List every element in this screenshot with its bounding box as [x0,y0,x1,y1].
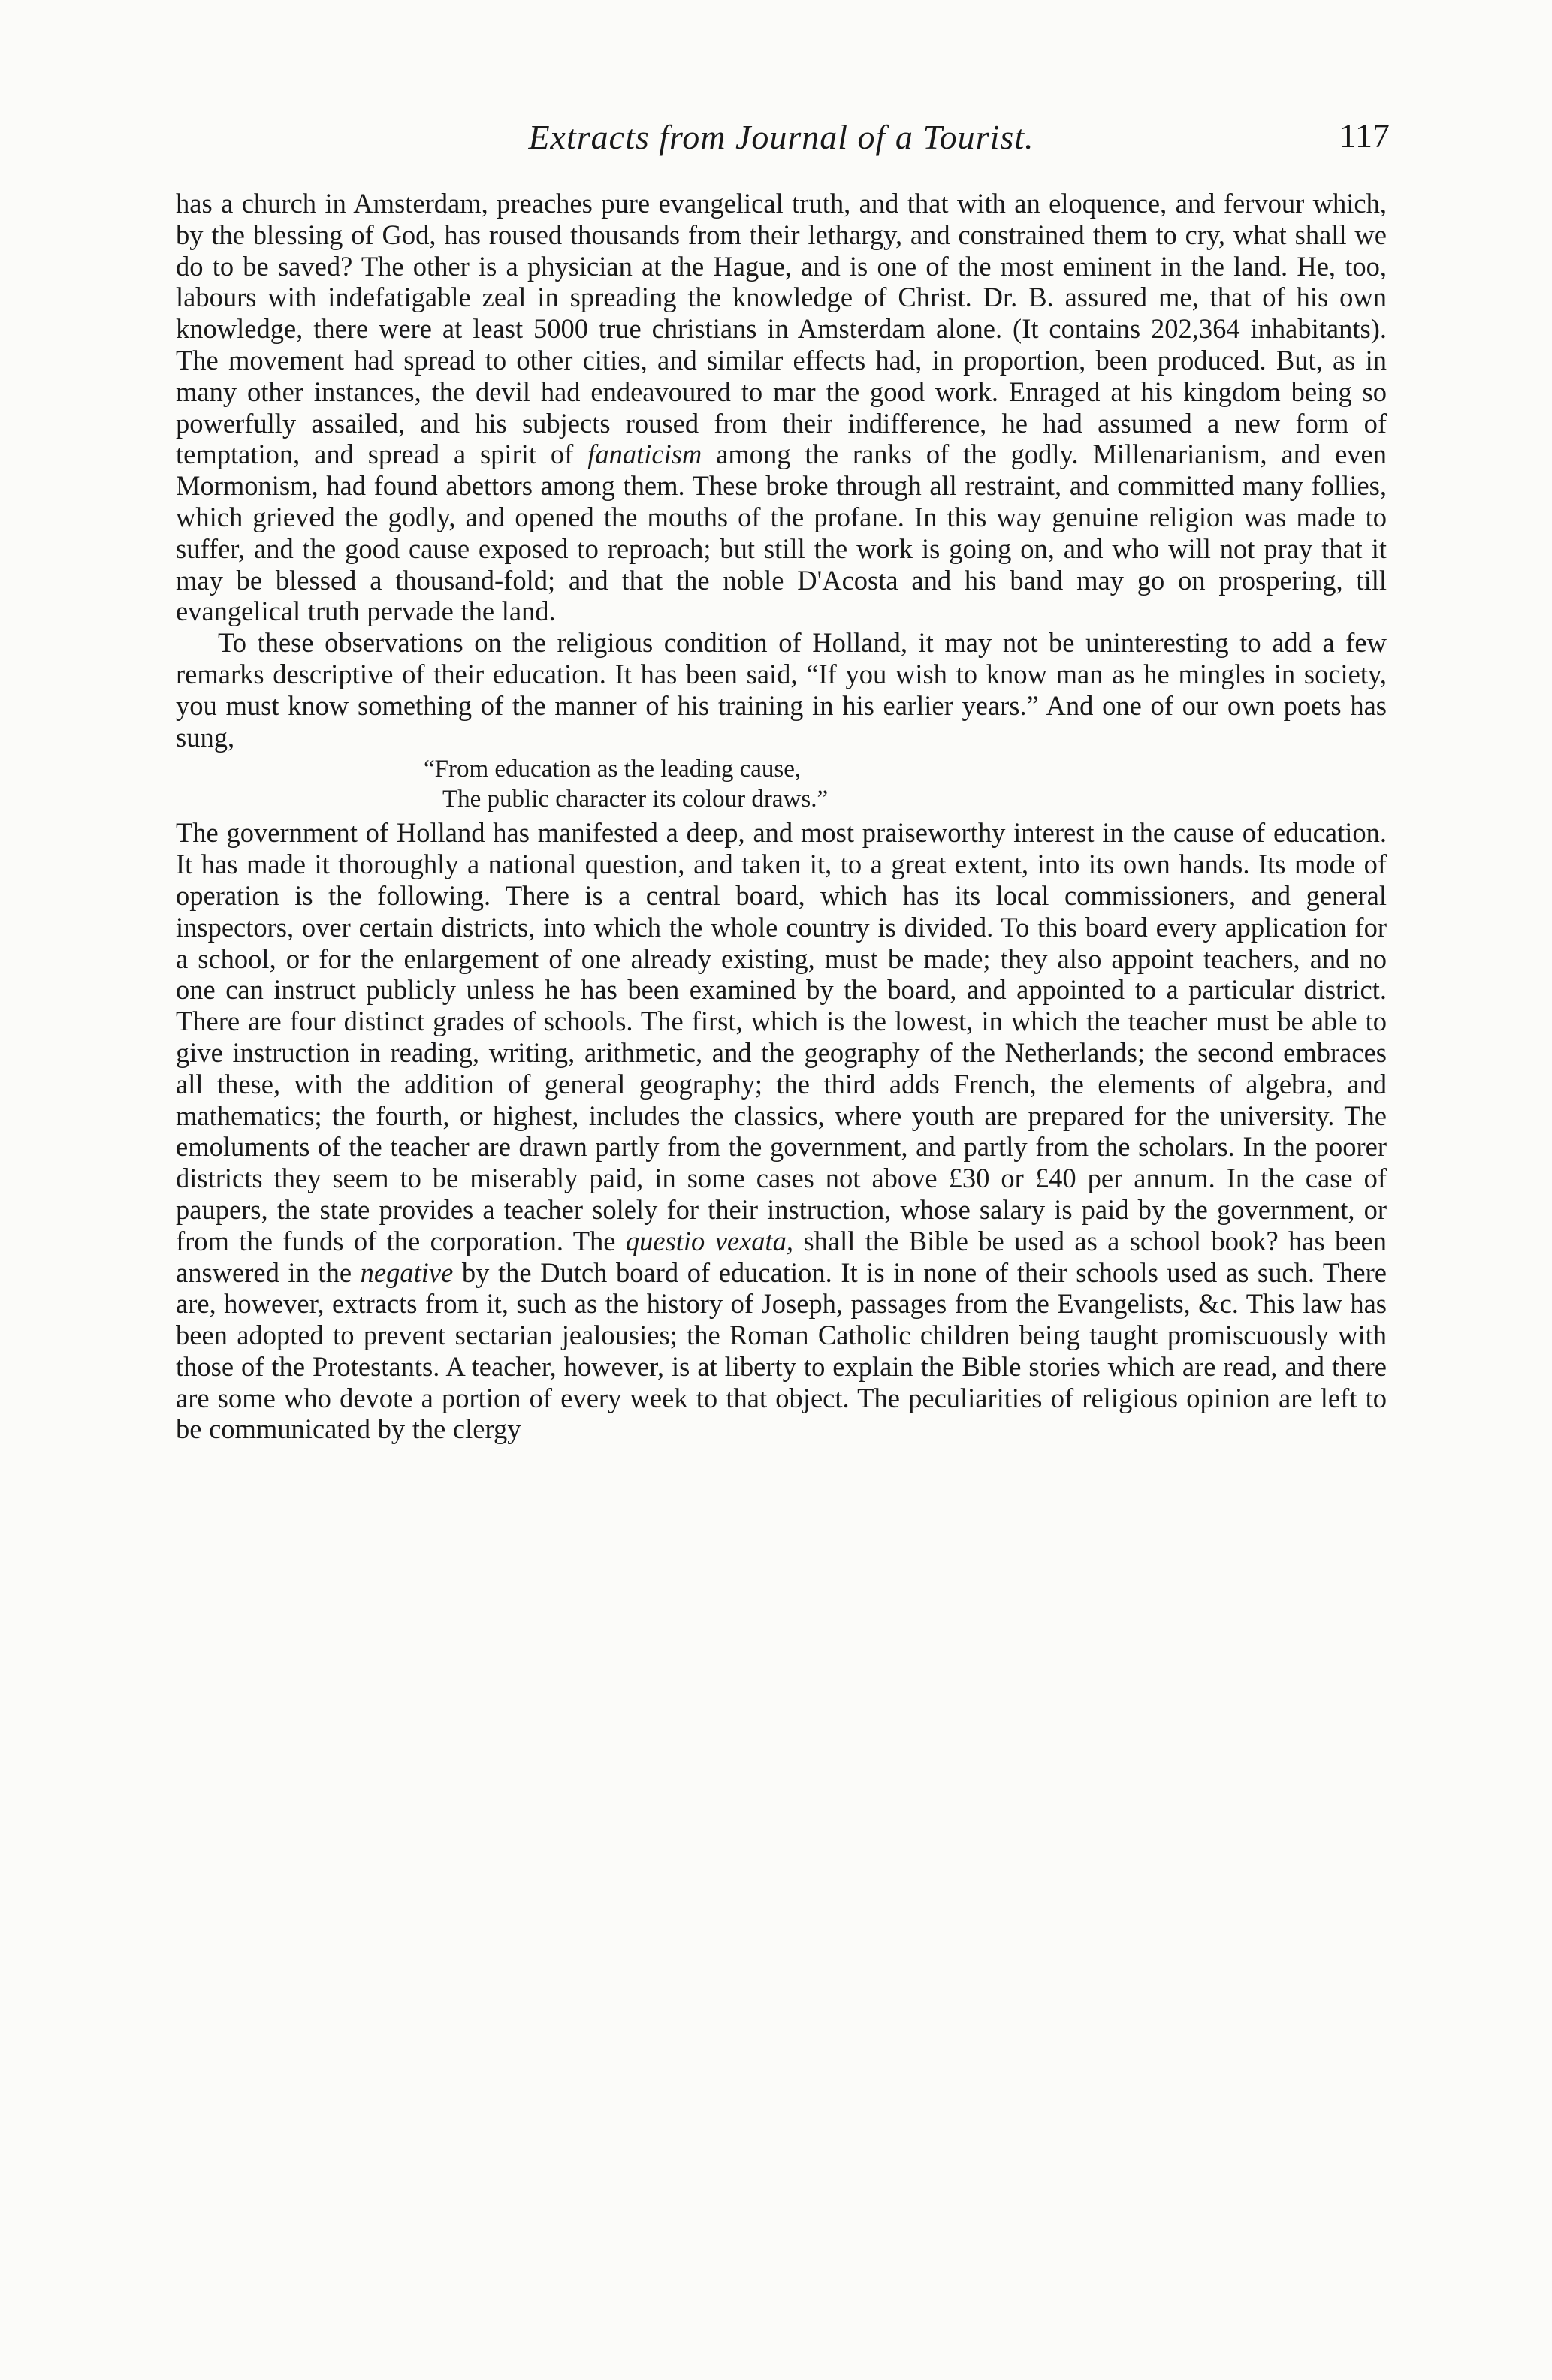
paragraph-education-intro [176,627,1387,753]
text-segment: To these observations on the religious condition of Holland, it may not be uninteresting to add a few remarks descriptive of their education. It has been said, “If you wish to know man as he mingles in society, you must know something of the manner of his training in his earlier years.” And one of our own poets has sung, [176,627,1387,753]
text-segment: shall the Bible be used as a school book? has been answered in the [176,1225,1387,1288]
paragraph-government-education [176,817,1387,1445]
text-segment: has a church in Amsterdam, preaches pure evangelical truth, and that with an eloquence, and fervour which, by the blessing of God, has roused thousands from their lethargy, and constrained them to cry, what shall we do to be saved? The other is a physician at the Hague, and is one of the most eminent in the land. He, too, labours with indefatigable zeal in spreading the knowledge of Christ. Dr. B. assured me, that of his own knowledge, there were at least 5000 true christians in Amsterdam alone. (It contains 202,364 inhabitants). The movement had spread to other cities, and similar effects had, in proportion, been produced. But, as in many other instances, the devil had endeavoured to mar the good work. Enraged at his kingdom being so powerfully assailed, and his subjects roused from their indifference, he had assumed a new form of temptation, and spread a spirit of [176,188,1387,470]
paragraph-religious-movement [176,188,1387,627]
body-text [176,188,1387,1445]
verse-quotation [176,754,1387,814]
running-head: Extracts from Journal of a Tourist. [528,118,1034,156]
text-segment-italic: fanaticism [587,439,702,470]
page-number: 117 [1339,116,1390,155]
verse-line: The public character its colour draws.” [442,786,829,813]
verse-line: “From education as the leading cause, [424,756,802,783]
text-segment-italic: negative [360,1256,454,1288]
text-segment: by the Dutch board of education. It is in none of their schools used as such. There are, however, extracts from it, such as the history of Joseph, passages from the Evangelists, &c. This law has been adopted to prevent sectarian jealousies; the Roman Catholic children being taught promiscuously with those of the Protestants. A teacher, however, is at liberty to explain the Bible stories which are read, and there are some who devote a portion of every week to that object. The peculiarities of religious opinion are left to be communicated by the clergy [176,1256,1387,1445]
text-segment: The government of Holland has manifested a deep, and most praiseworthy interest in the cause of education. It has made it thoroughly a national question, and taken it, to a great extent, into its own hands. Its mode of operation is the following. There is a central board, which has its local commissioners, and general inspectors, over certain districts, into which the whole country is divided. To this board every application for a school, or for the enlargement of one already existing, must be made; they also appoint teachers, and no one can instruct publicly unless he has been examined by the board, and appointed to a particular district. There are four distinct grades of schools. The first, which is the lowest, in which the teacher must be able to give instruction in reading, writing, arithmetic, and the geography of the Netherlands; the second embraces all these, with the addition of general geography; the third adds French, the elements of algebra, and mathematics; the fourth, or highest, includes the classics, where youth are prepared for the university. The emoluments of the teacher are drawn partly from the government, and partly from the scholars. In the poorer districts they seem to be miserably paid, in some cases not above £30 or £40 per annum. In the case of paupers, the state provides a teacher solely for their instruction, whose salary is paid by the government, or from the funds of the corporation. The [176,817,1387,1256]
text-segment: among the ranks of the godly. Millenarianism, and even Mormonism, had found abettors among them. These broke through all restraint, and committed many follies, which grieved the godly, and opened the mouths of the profane. In this way genuine religion was made to suffer, and the good cause exposed to reproach; but still the work is going on, and who will not pray that it may be blessed a thousand-fold; and that the noble D'Acosta and his band may go on prospering, till evangelical truth pervade the land. [176,439,1387,627]
text-segment-italic: questio vexata, [625,1225,794,1256]
page-header [173,113,1390,165]
